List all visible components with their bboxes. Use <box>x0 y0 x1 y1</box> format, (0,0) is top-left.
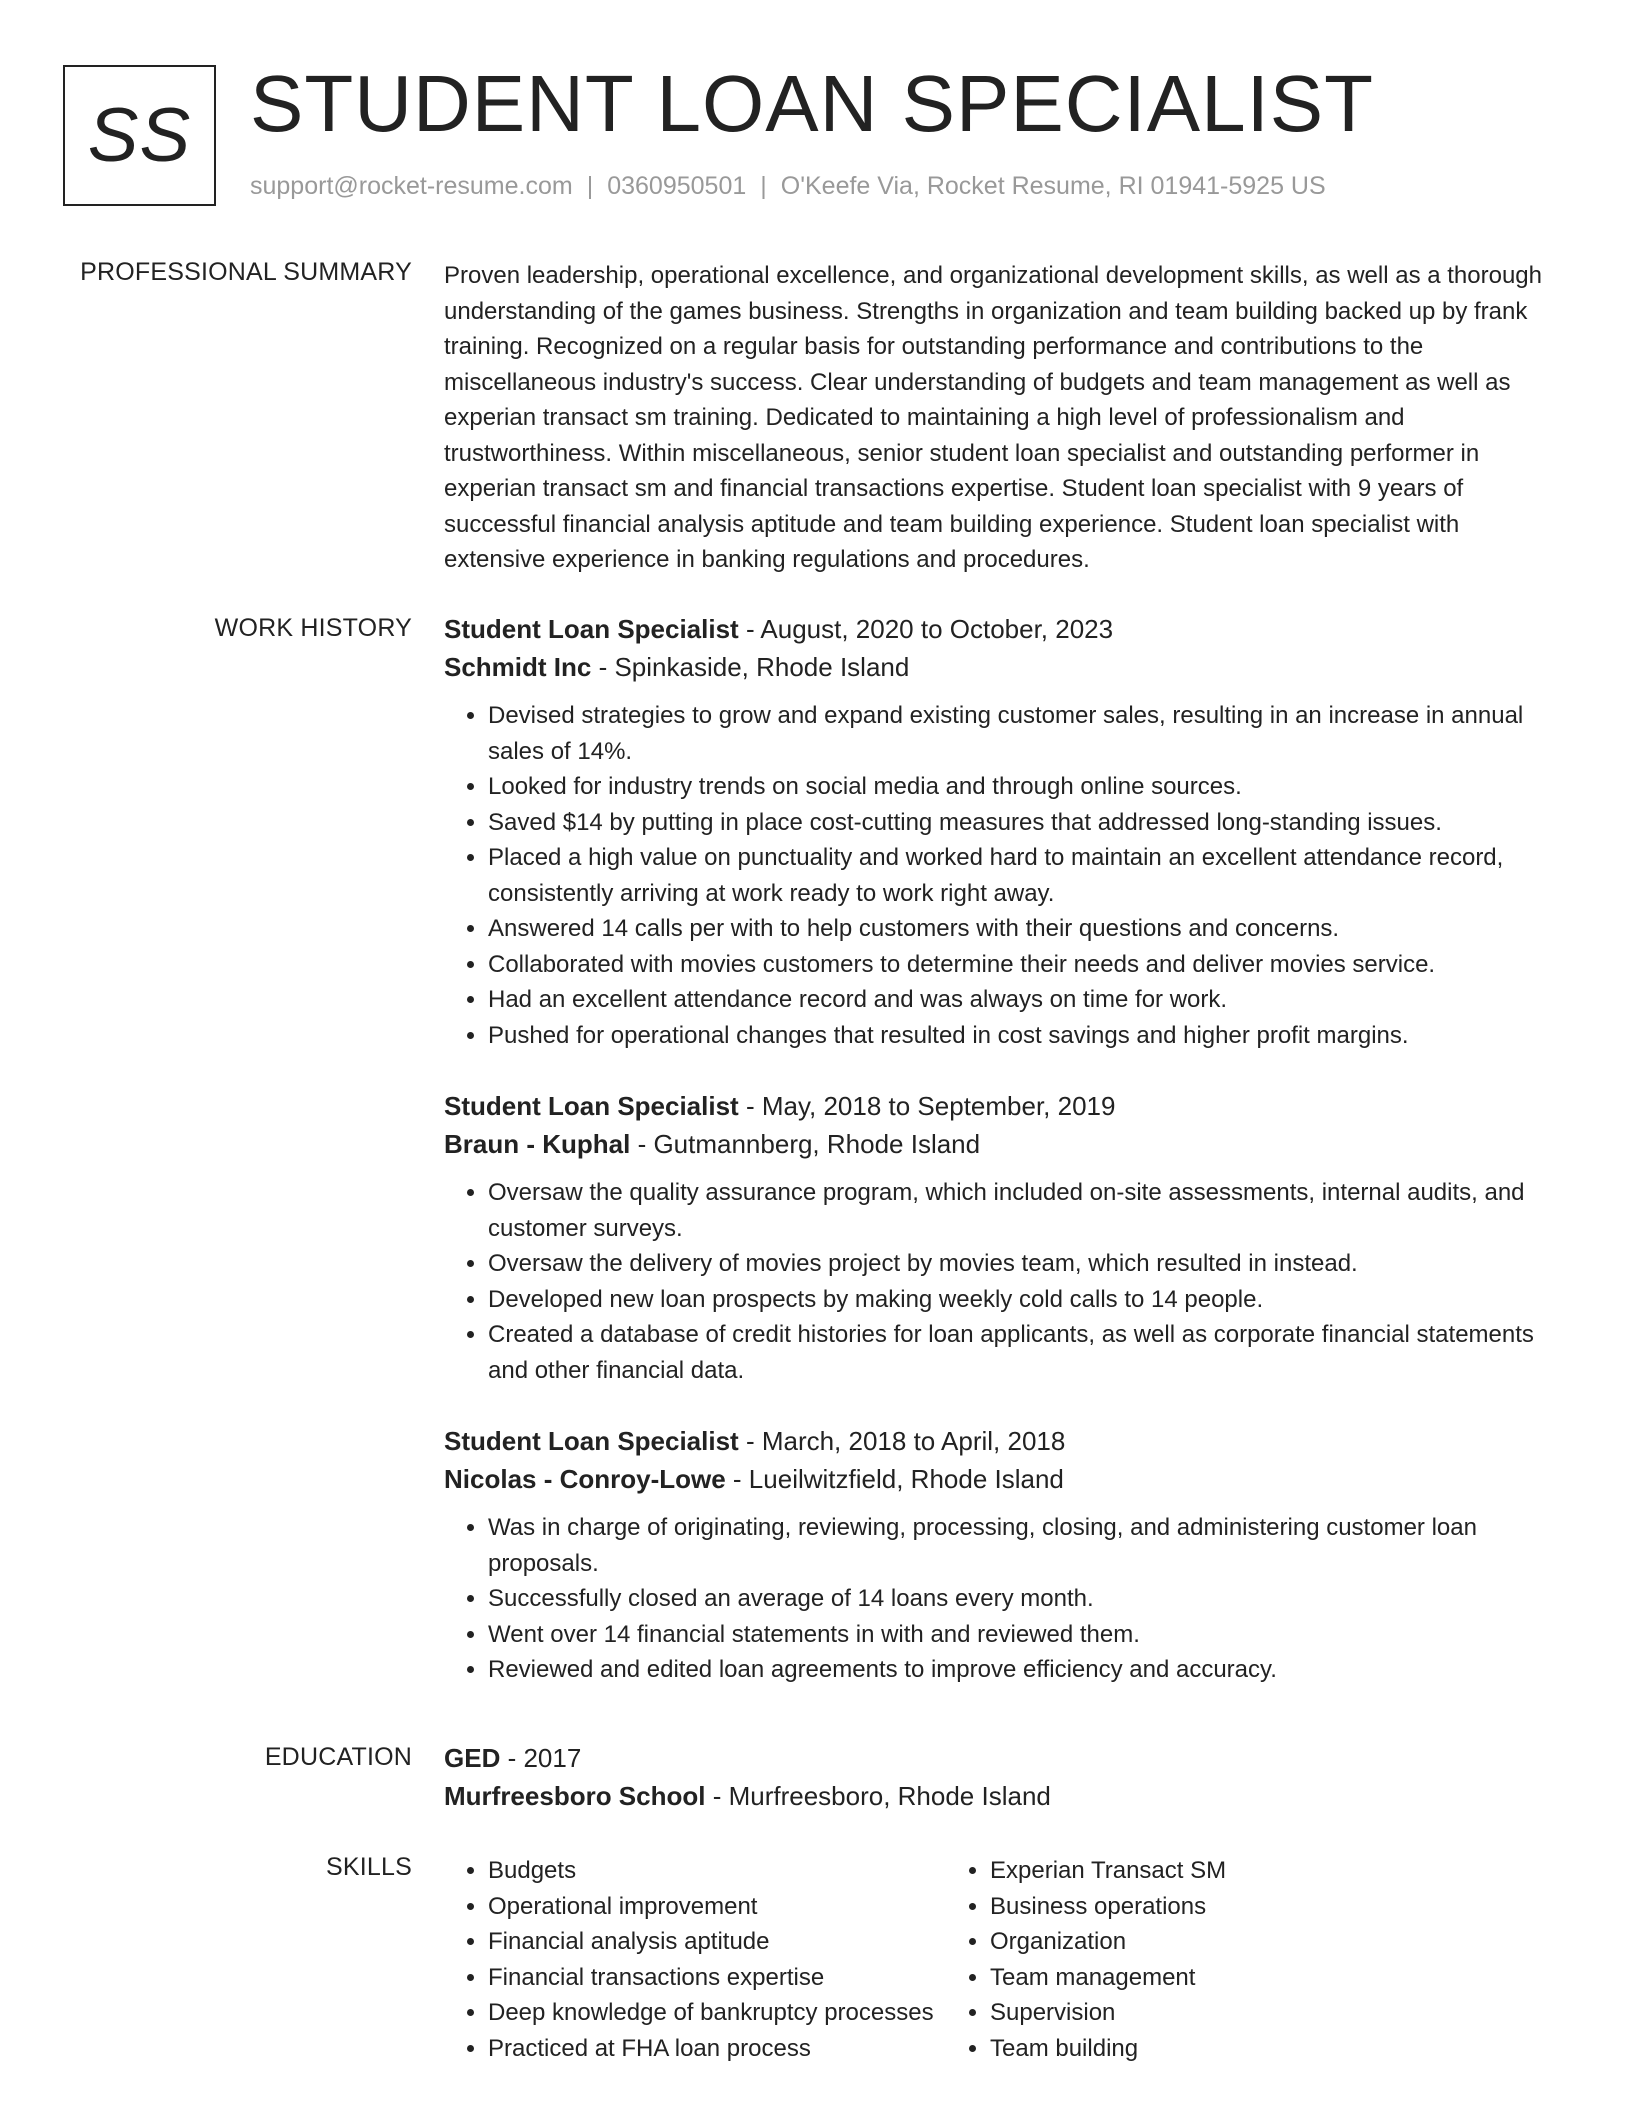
job-bullet: • Collaborated with movies customers to determine their needs and deliver movies service. <box>488 947 1554 983</box>
job-bullet: • Was in charge of originating, reviewing, processing, closing, and administering customer loan proposals. <box>488 1510 1554 1581</box>
skill-item: • Budgets <box>488 1853 946 1889</box>
skills-columns <box>444 1853 1554 2066</box>
job-company: Schmidt Inc <box>444 652 592 682</box>
job-bullet-list <box>444 1175 1554 1388</box>
job-bullet: • Placed a high value on punctuality and worked hard to maintain an excellent attendance record, consistently arriving at work ready to work right away. <box>488 840 1554 911</box>
skill-item: • Practiced at FHA loan process <box>488 2031 946 2067</box>
education-location: - Murfreesboro, Rhode Island <box>705 1781 1051 1811</box>
job-company: Nicolas - Conroy-Lowe <box>444 1464 726 1494</box>
job-bullet-list <box>444 1510 1554 1688</box>
job-company-line <box>444 1125 1554 1163</box>
contact-separator: | <box>586 172 594 200</box>
page-title: STUDENT LOAN SPECIALIST <box>250 59 1375 148</box>
job-entry <box>444 1087 1554 1388</box>
education-degree-line <box>444 1739 1554 1777</box>
skills-body <box>444 1853 1554 2066</box>
job-company-line <box>444 1460 1554 1498</box>
job-location: - Spinkaside, Rhode Island <box>591 652 910 682</box>
job-bullet: • Reviewed and edited loan agreements to improve efficiency and accuracy. <box>488 1652 1554 1688</box>
skill-item: • Financial analysis aptitude <box>488 1924 946 1960</box>
contact-address: O'Keefe Via, Rocket Resume, RI 01941-5925 US <box>780 172 1326 200</box>
skill-item: • Financial transactions expertise <box>488 1960 946 1996</box>
contact-phone: 0360950501 <box>607 172 747 200</box>
skill-item: • Experian Transact SM <box>990 1853 1448 1889</box>
skill-item: • Team building <box>990 2031 1448 2067</box>
job-bullet: • Developed new loan prospects by making weekly cold calls to 14 people. <box>488 1282 1554 1318</box>
contact-email: support@rocket-resume.com <box>250 172 573 200</box>
skill-item: • Business operations <box>990 1889 1448 1925</box>
skill-item: • Supervision <box>990 1995 1448 2031</box>
education-degree: GED <box>444 1743 501 1773</box>
contact-separator: | <box>760 172 767 200</box>
job-bullet: • Oversaw the delivery of movies project by movies team, which resulted in instead. <box>488 1246 1554 1282</box>
job-bullet-list <box>444 698 1554 1053</box>
job-bullet: • Looked for industry trends on social media and through online sources. <box>488 769 1554 805</box>
education-body <box>444 1739 1554 1815</box>
monogram-badge: SS <box>63 65 216 206</box>
section-label-work-history: WORK HISTORY <box>214 614 412 642</box>
job-bullet: • Devised strategies to grow and expand existing customer sales, resulting in an increase in annual sales of 14%. <box>488 698 1554 769</box>
job-title-line <box>444 1087 1554 1125</box>
section-label-skills: SKILLS <box>326 1853 412 1881</box>
job-dates: - March, 2018 to April, 2018 <box>738 1426 1066 1456</box>
summary-text: Proven leadership, operational excellence, and organizational development skills, as well as a thorough understanding of the games business. Strengths in organization and team building backed up by frank training. Recognized on a regular basis for outstanding performance and contributions to the miscellaneous industry's success. Clear understanding of budgets and team management as well as experian transact sm training. Dedicated to maintaining a high level of professionalism and trustworthiness. Within miscellaneous, senior student loan specialist and outstanding performer in experian transact sm and financial transactions expertise. Student loan specialist with 9 years of successful financial analysis aptitude and team building experience. Student loan specialist with extensive experience in banking regulations and procedures. <box>444 262 1542 573</box>
education-school: Murfreesboro School <box>444 1781 706 1811</box>
job-title: Student Loan Specialist <box>444 1091 739 1121</box>
job-entry <box>444 1422 1554 1688</box>
job-bullet: • Saved $14 by putting in place cost-cutting measures that addressed long-standing issues. <box>488 805 1554 841</box>
skill-item: • Operational improvement <box>488 1889 946 1925</box>
job-title: Student Loan Specialist <box>444 1426 739 1456</box>
job-title: Student Loan Specialist <box>444 614 739 644</box>
job-bullet: • Pushed for operational changes that resulted in cost savings and higher profit margins. <box>488 1018 1554 1054</box>
job-dates: - May, 2018 to September, 2019 <box>738 1091 1116 1121</box>
job-bullet: • Went over 14 financial statements in with and reviewed them. <box>488 1617 1554 1653</box>
job-bullet: • Answered 14 calls per with to help customers with their questions and concerns. <box>488 911 1554 947</box>
skills-list-left <box>444 1853 946 2066</box>
section-label-summary: PROFESSIONAL SUMMARY <box>80 258 412 286</box>
job-location: - Lueilwitzfield, Rhode Island <box>725 1464 1064 1494</box>
job-company-line <box>444 648 1554 686</box>
education-year: - 2017 <box>500 1743 582 1773</box>
job-bullet: • Successfully closed an average of 14 loans every month. <box>488 1581 1554 1617</box>
job-location: - Gutmannberg, Rhode Island <box>630 1129 981 1159</box>
work-history-body <box>444 610 1554 1688</box>
job-company: Braun - Kuphal <box>444 1129 631 1159</box>
skill-item: • Organization <box>990 1924 1448 1960</box>
contact-line <box>250 172 1326 201</box>
education-school-line <box>444 1777 1554 1815</box>
job-title-line <box>444 1422 1554 1460</box>
job-bullet: • Had an excellent attendance record and was always on time for work. <box>488 982 1554 1018</box>
job-dates: - August, 2020 to October, 2023 <box>738 614 1114 644</box>
skill-item: • Deep knowledge of bankruptcy processes <box>488 1995 946 2031</box>
job-entry <box>444 610 1554 1053</box>
job-bullet: • Created a database of credit histories for loan applicants, as well as corporate financial statements and other financial data. <box>488 1317 1554 1388</box>
skill-item: • Team management <box>990 1960 1448 1996</box>
job-bullet: • Oversaw the quality assurance program, which included on-site assessments, internal audits, and customer surveys. <box>488 1175 1554 1246</box>
section-label-education: EDUCATION <box>264 1743 412 1771</box>
skills-list-right <box>946 1853 1448 2066</box>
job-title-line <box>444 610 1554 648</box>
